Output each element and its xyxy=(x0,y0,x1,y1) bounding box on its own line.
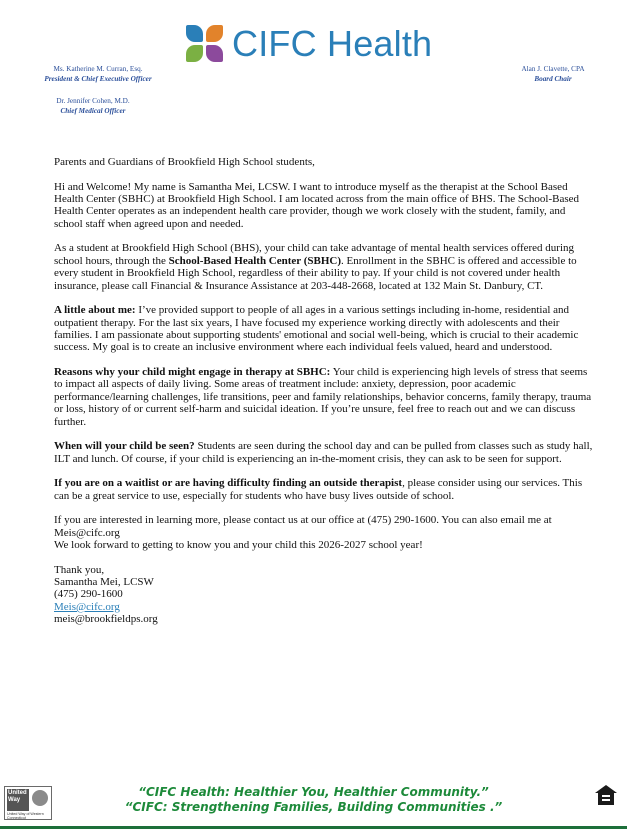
about-paragraph xyxy=(54,304,594,354)
chair-block xyxy=(513,64,593,84)
tagline-families: “CIFC: Strengthening Families, Building Communities .” xyxy=(124,800,503,814)
salutation: Parents and Guardians of Brookfield High School students, xyxy=(54,156,315,168)
cmo-name: Dr. Jennifer Cohen, M.D. xyxy=(56,97,130,105)
cmo-block xyxy=(47,96,139,116)
closing: Thank you, xyxy=(54,563,105,576)
waitlist-paragraph xyxy=(54,477,594,502)
contact-paragraph xyxy=(54,514,594,551)
chair-role: Board Chair xyxy=(534,75,572,83)
about-text: I’ve provided support to people of all ages in a various settings including in-home, residential and outpatient therapy. For the last six years, I have focused my experience working directly with adolescents and their families. I am passionate about supporting students' emotional and social well-being, which is crucial to their academic success. My goal is to create an inclusive environment where each individual feels valued, heard and understood. xyxy=(54,304,579,354)
waitlist-heading: If you are on a waitlist or are having difficulty finding an outside therapist xyxy=(54,477,403,490)
cifc-health-logo xyxy=(186,22,432,66)
united-way-subtitle: United Way of Western Connecticut xyxy=(7,812,44,820)
when-paragraph xyxy=(54,440,594,465)
about-heading: A little about me: xyxy=(54,304,136,317)
email-link[interactable]: Meis@cifc.org xyxy=(54,600,120,613)
enrollment-text-1: As a student at Brookfield High School (BHS), your child can take advantage of mental health services offered during school hours, through the xyxy=(54,242,575,267)
reasons-text: Your child is experiencing high levels of stress that seems to impact all aspects of daily living. Some areas of treatment include: anxiety, depression, poor academic performance/learning challenges, life transitions, peer and family relationships, behavior concerns, family therapy, trauma or loss, history of or current self-harm and suicidal ideation. If you’re unsure, feel free to reach out and we can discuss further. xyxy=(54,366,592,428)
reasons-heading: Reasons why your child might engage in therapy at SBHC: xyxy=(54,366,331,379)
look-forward-text: We look forward to getting to know you and your child this 2026-2027 school year! xyxy=(54,539,423,552)
leaf-logo-icon xyxy=(186,25,224,63)
enrollment-paragraph xyxy=(54,242,594,292)
cmo-role: Chief Medical Officer xyxy=(60,107,126,115)
ceo-name: Ms. Katherine M. Curran, Esq. xyxy=(53,65,143,73)
brand-name: CIFC Health xyxy=(232,23,433,64)
sbhc-bold: School-Based Health Center (SBHC) xyxy=(168,254,342,267)
signature-block xyxy=(54,564,594,626)
signature-name: Samantha Mei, LCSW xyxy=(54,576,154,589)
when-heading: When will your child be seen? xyxy=(54,440,195,453)
reasons-paragraph xyxy=(54,366,594,428)
ceo-role: President & Chief Executive Officer xyxy=(44,75,152,83)
contact-text: If you are interested in learning more, please contact us at our office at (475) 290-1600. You can also email me at Meis@cifc.org xyxy=(54,514,552,539)
footer-divider xyxy=(0,826,627,829)
signature-email-2: meis@brookfieldps.org xyxy=(54,613,158,626)
chair-name: Alan J. Clavette, CPA xyxy=(521,65,585,73)
equal-housing-icon xyxy=(594,784,618,806)
waitlist-text: , please consider using our services. This can be a great service to use, especially for students who have busy lives outside of school. xyxy=(54,477,583,502)
letter-body xyxy=(54,156,594,638)
signature-phone: (475) 290-1600 xyxy=(54,588,123,601)
intro-paragraph: Hi and Welcome! My name is Samantha Mei, LCSW. I want to introduce myself as the therapist at the School Based Health Center (SBHC) at Brookfield High School. I am located across from the main office of BHS. The School-Based Health Center operates as an independent health care provider, though we work closely with the student, family, and school staff when agreed upon and needed. xyxy=(54,180,580,230)
enrollment-text-2: . Enrollment in the SBHC is offered and accessible to every student in Brookfield High School, regardless of their ability to pay. If your child is not covered under health insurance, please call Financial & Insurance Assistance at 203-448-2668, located at 132 Main St. Danbury, CT. xyxy=(54,254,577,292)
ceo-block xyxy=(38,64,158,84)
tagline-health: “CIFC Health: Healthier You, Healthier Community.” xyxy=(138,785,489,799)
when-text: Students are seen during the school day and can be pulled from classes such as study hall, ILT and lunch. Of course, if your child is experiencing an in-the-moment crisis, they can ask to be seen for support. xyxy=(54,440,593,465)
united-way-label: United Way xyxy=(7,789,29,811)
